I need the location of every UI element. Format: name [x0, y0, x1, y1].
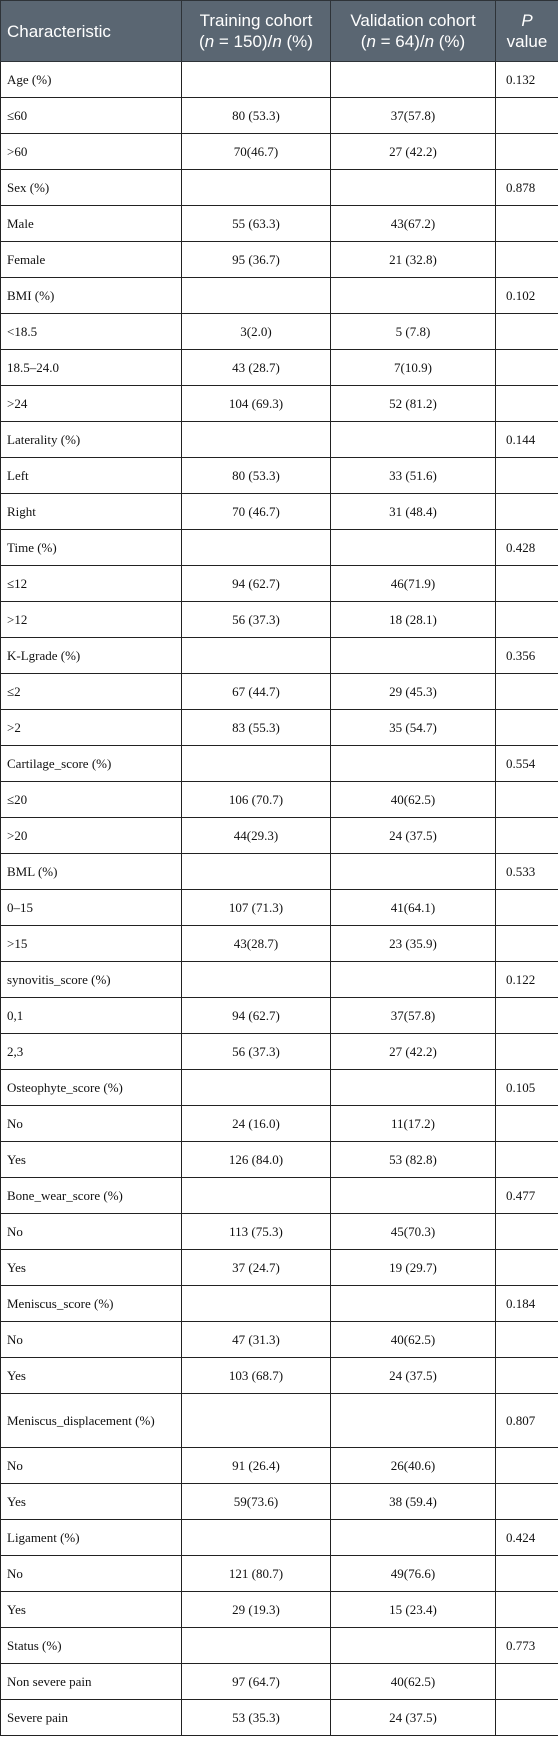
table-row: [1, 746, 558, 782]
validation-cohort-cell: 24 (37.5): [331, 1700, 496, 1736]
table-row: [1, 1214, 558, 1250]
training-cohort-cell: 67 (44.7): [182, 674, 331, 710]
table-row: [1, 962, 558, 998]
row-label-cell: 2,3: [1, 1034, 182, 1070]
header-validation-n-mid: = 64)/: [375, 32, 425, 51]
training-cohort-cell: [182, 1628, 331, 1664]
validation-cohort-cell: [331, 422, 496, 458]
row-label-cell: ≤60: [1, 98, 182, 134]
p-value-cell: [496, 890, 558, 926]
validation-cohort-cell: [331, 1628, 496, 1664]
p-value-cell: [496, 1034, 558, 1070]
row-label-cell: Status (%): [1, 1628, 182, 1664]
p-value-cell: [496, 134, 558, 170]
row-label-cell: Severe pain: [1, 1700, 182, 1736]
p-value-cell: [496, 1448, 558, 1484]
validation-cohort-cell: [331, 1070, 496, 1106]
table-row: [1, 1358, 558, 1394]
training-cohort-cell: 107 (71.3): [182, 890, 331, 926]
header-characteristic: [1, 1, 182, 62]
p-value-cell: [496, 818, 558, 854]
table-row: [1, 818, 558, 854]
table-row: [1, 1448, 558, 1484]
table-row: [1, 350, 558, 386]
header-training-n-post: (%): [281, 32, 313, 51]
training-cohort-cell: [182, 962, 331, 998]
header-training-cohort: [182, 1, 331, 62]
training-cohort-cell: 3(2.0): [182, 314, 331, 350]
header-training-n-var2: n: [272, 32, 282, 51]
table-row: [1, 1106, 558, 1142]
training-cohort-cell: [182, 62, 331, 98]
training-cohort-cell: 83 (55.3): [182, 710, 331, 746]
p-value-cell: 0.102: [496, 278, 558, 314]
training-cohort-cell: 56 (37.3): [182, 1034, 331, 1070]
validation-cohort-cell: [331, 638, 496, 674]
p-value-cell: 0.878: [496, 170, 558, 206]
header-validation-cohort: [331, 1, 496, 62]
row-label-cell: No: [1, 1322, 182, 1358]
training-cohort-cell: 55 (63.3): [182, 206, 331, 242]
header-validation-n-var2: n: [424, 32, 435, 51]
row-label-cell: Left: [1, 458, 182, 494]
training-cohort-cell: 80 (53.3): [182, 98, 331, 134]
p-value-cell: [496, 1592, 558, 1628]
training-cohort-cell: 97 (64.7): [182, 1664, 331, 1700]
row-label-cell: Yes: [1, 1142, 182, 1178]
training-cohort-cell: 121 (80.7): [182, 1556, 331, 1592]
validation-cohort-cell: [331, 854, 496, 890]
training-cohort-cell: 70(46.7): [182, 134, 331, 170]
table-row: [1, 638, 558, 674]
p-value-cell: [496, 710, 558, 746]
training-cohort-cell: 37 (24.7): [182, 1250, 331, 1286]
p-value-cell: 0.105: [496, 1070, 558, 1106]
training-cohort-cell: [182, 1286, 331, 1322]
table-row: [1, 1070, 558, 1106]
header-training-title: Training cohort: [199, 11, 313, 30]
table-row: [1, 1592, 558, 1628]
training-cohort-cell: 59(73.6): [182, 1484, 331, 1520]
table-row: [1, 206, 558, 242]
p-value-cell: [496, 998, 558, 1034]
training-cohort-cell: 113 (75.3): [182, 1214, 331, 1250]
row-label-cell: Age (%): [1, 62, 182, 98]
validation-cohort-cell: [331, 962, 496, 998]
header-validation-n-var: n: [366, 32, 376, 51]
validation-cohort-cell: 24 (37.5): [331, 1358, 496, 1394]
validation-cohort-cell: [331, 170, 496, 206]
training-cohort-cell: [182, 1394, 331, 1448]
validation-cohort-cell: [331, 1178, 496, 1214]
validation-cohort-cell: 37(57.8): [331, 98, 496, 134]
table-row: [1, 422, 558, 458]
row-label-cell: >15: [1, 926, 182, 962]
training-cohort-cell: 43 (28.7): [182, 350, 331, 386]
header-p-value: [496, 1, 558, 62]
table-row: [1, 854, 558, 890]
p-value-cell: 0.424: [496, 1520, 558, 1556]
training-cohort-cell: 70 (46.7): [182, 494, 331, 530]
row-label-cell: Cartilage_score (%): [1, 746, 182, 782]
training-cohort-cell: 44(29.3): [182, 818, 331, 854]
p-value-cell: 0.773: [496, 1628, 558, 1664]
table-row: [1, 566, 558, 602]
validation-cohort-cell: 40(62.5): [331, 1322, 496, 1358]
training-cohort-cell: [182, 638, 331, 674]
row-label-cell: Laterality (%): [1, 422, 182, 458]
table-row: [1, 98, 558, 134]
validation-cohort-cell: 7(10.9): [331, 350, 496, 386]
validation-cohort-cell: 33 (51.6): [331, 458, 496, 494]
validation-cohort-cell: 21 (32.8): [331, 242, 496, 278]
validation-cohort-cell: 26(40.6): [331, 1448, 496, 1484]
validation-cohort-cell: [331, 746, 496, 782]
validation-cohort-cell: 46(71.9): [331, 566, 496, 602]
validation-cohort-cell: 27 (42.2): [331, 134, 496, 170]
validation-cohort-cell: [331, 278, 496, 314]
row-label-cell: No: [1, 1556, 182, 1592]
p-value-cell: [496, 314, 558, 350]
row-label-cell: <18.5: [1, 314, 182, 350]
table-row: [1, 1484, 558, 1520]
row-label-cell: 18.5–24.0: [1, 350, 182, 386]
p-value-cell: [496, 206, 558, 242]
table-row: [1, 170, 558, 206]
table-row: [1, 62, 558, 98]
validation-cohort-cell: 52 (81.2): [331, 386, 496, 422]
validation-cohort-cell: 19 (29.7): [331, 1250, 496, 1286]
row-label-cell: Female: [1, 242, 182, 278]
table-row: [1, 1520, 558, 1556]
training-cohort-cell: 94 (62.7): [182, 566, 331, 602]
header-p-letter: P: [521, 11, 533, 30]
row-label-cell: Time (%): [1, 530, 182, 566]
p-value-cell: [496, 1700, 558, 1736]
p-value-cell: [496, 242, 558, 278]
training-cohort-cell: [182, 1070, 331, 1106]
row-label-cell: Yes: [1, 1358, 182, 1394]
row-label-cell: No: [1, 1214, 182, 1250]
p-value-cell: [496, 1358, 558, 1394]
row-label-cell: synovitis_score (%): [1, 962, 182, 998]
validation-cohort-cell: [331, 62, 496, 98]
validation-cohort-cell: 35 (54.7): [331, 710, 496, 746]
p-value-cell: 0.533: [496, 854, 558, 890]
training-cohort-cell: 103 (68.7): [182, 1358, 331, 1394]
p-value-cell: [496, 1484, 558, 1520]
row-label-cell: Non severe pain: [1, 1664, 182, 1700]
validation-cohort-cell: 18 (28.1): [331, 602, 496, 638]
p-value-cell: 0.184: [496, 1286, 558, 1322]
validation-cohort-cell: 31 (48.4): [331, 494, 496, 530]
p-value-cell: [496, 494, 558, 530]
table-row: [1, 602, 558, 638]
row-label-cell: Male: [1, 206, 182, 242]
validation-cohort-cell: 37(57.8): [331, 998, 496, 1034]
row-label-cell: 0–15: [1, 890, 182, 926]
validation-cohort-cell: 15 (23.4): [331, 1592, 496, 1628]
training-cohort-cell: 106 (70.7): [182, 782, 331, 818]
p-value-cell: [496, 1556, 558, 1592]
row-label-cell: Bone_wear_score (%): [1, 1178, 182, 1214]
row-label-cell: Right: [1, 494, 182, 530]
validation-cohort-cell: 23 (35.9): [331, 926, 496, 962]
row-label-cell: >2: [1, 710, 182, 746]
table-row: [1, 134, 558, 170]
row-label-cell: >60: [1, 134, 182, 170]
validation-cohort-cell: 49(76.6): [331, 1556, 496, 1592]
training-cohort-cell: [182, 170, 331, 206]
table-row: [1, 1178, 558, 1214]
training-cohort-cell: [182, 746, 331, 782]
table-row: [1, 458, 558, 494]
table-body: [1, 62, 558, 1736]
training-cohort-cell: 80 (53.3): [182, 458, 331, 494]
row-label-cell: >24: [1, 386, 182, 422]
training-cohort-cell: 95 (36.7): [182, 242, 331, 278]
table-row: [1, 998, 558, 1034]
table-row: [1, 710, 558, 746]
training-cohort-cell: 56 (37.3): [182, 602, 331, 638]
table-header-row: [1, 1, 558, 62]
table-row: [1, 242, 558, 278]
table-row: [1, 1556, 558, 1592]
p-value-cell: [496, 98, 558, 134]
header-validation-n-post: (%): [434, 32, 466, 51]
p-value-cell: [496, 458, 558, 494]
training-cohort-cell: 43(28.7): [182, 926, 331, 962]
header-training-n-var: n: [204, 32, 215, 51]
p-value-cell: 0.132: [496, 62, 558, 98]
table-row: [1, 1034, 558, 1070]
header-p-value-label: value: [506, 32, 548, 51]
row-label-cell: Yes: [1, 1484, 182, 1520]
p-value-cell: 0.122: [496, 962, 558, 998]
row-label-cell: K-Lgrade (%): [1, 638, 182, 674]
row-label-cell: ≤2: [1, 674, 182, 710]
p-value-cell: [496, 602, 558, 638]
p-value-cell: [496, 1664, 558, 1700]
table-row: [1, 278, 558, 314]
training-cohort-cell: [182, 530, 331, 566]
table-row: [1, 1286, 558, 1322]
table-row: [1, 1142, 558, 1178]
row-label-cell: ≤20: [1, 782, 182, 818]
p-value-cell: [496, 674, 558, 710]
training-cohort-cell: [182, 1178, 331, 1214]
row-label-cell: Ligament (%): [1, 1520, 182, 1556]
table-row: [1, 494, 558, 530]
p-value-cell: [496, 386, 558, 422]
row-label-cell: ≤12: [1, 566, 182, 602]
training-cohort-cell: [182, 278, 331, 314]
validation-cohort-cell: [331, 1286, 496, 1322]
row-label-cell: Osteophyte_score (%): [1, 1070, 182, 1106]
row-label-cell: >12: [1, 602, 182, 638]
row-label-cell: No: [1, 1448, 182, 1484]
training-cohort-cell: 104 (69.3): [182, 386, 331, 422]
validation-cohort-cell: [331, 530, 496, 566]
validation-cohort-cell: 40(62.5): [331, 782, 496, 818]
p-value-cell: 0.807: [496, 1394, 558, 1448]
training-cohort-cell: 53 (35.3): [182, 1700, 331, 1736]
p-value-cell: [496, 350, 558, 386]
row-label-cell: BML (%): [1, 854, 182, 890]
table-row: [1, 314, 558, 350]
table-row: [1, 1700, 558, 1736]
p-value-cell: 0.554: [496, 746, 558, 782]
validation-cohort-cell: 53 (82.8): [331, 1142, 496, 1178]
table-row: [1, 386, 558, 422]
training-cohort-cell: 91 (26.4): [182, 1448, 331, 1484]
table-row: [1, 1322, 558, 1358]
validation-cohort-cell: 40(62.5): [331, 1664, 496, 1700]
header-training-n-pre: (: [199, 32, 205, 51]
validation-cohort-cell: 24 (37.5): [331, 818, 496, 854]
p-value-cell: 0.144: [496, 422, 558, 458]
validation-cohort-cell: [331, 1520, 496, 1556]
table-row: [1, 674, 558, 710]
table-row: [1, 1250, 558, 1286]
table-row: [1, 1664, 558, 1700]
training-cohort-cell: 126 (84.0): [182, 1142, 331, 1178]
p-value-cell: [496, 1142, 558, 1178]
training-cohort-cell: 94 (62.7): [182, 998, 331, 1034]
header-characteristic-label: Characteristic: [7, 21, 111, 41]
row-label-cell: Yes: [1, 1250, 182, 1286]
header-validation-title: Validation cohort: [350, 11, 476, 30]
validation-cohort-cell: 5 (7.8): [331, 314, 496, 350]
row-label-cell: BMI (%): [1, 278, 182, 314]
table-row: [1, 1394, 558, 1448]
validation-cohort-cell: 43(67.2): [331, 206, 496, 242]
row-label-cell: No: [1, 1106, 182, 1142]
header-training-n-mid: = 150)/: [214, 32, 273, 51]
training-cohort-cell: [182, 422, 331, 458]
row-label-cell: >20: [1, 818, 182, 854]
row-label-cell: Sex (%): [1, 170, 182, 206]
row-label-cell: 0,1: [1, 998, 182, 1034]
p-value-cell: 0.428: [496, 530, 558, 566]
validation-cohort-cell: 45(70.3): [331, 1214, 496, 1250]
table-row: [1, 782, 558, 818]
table-row: [1, 926, 558, 962]
p-value-cell: [496, 566, 558, 602]
validation-cohort-cell: 38 (59.4): [331, 1484, 496, 1520]
training-cohort-cell: [182, 854, 331, 890]
training-cohort-cell: 47 (31.3): [182, 1322, 331, 1358]
table-row: [1, 890, 558, 926]
training-cohort-cell: 29 (19.3): [182, 1592, 331, 1628]
validation-cohort-cell: 41(64.1): [331, 890, 496, 926]
p-value-cell: [496, 1106, 558, 1142]
row-label-cell: Yes: [1, 1592, 182, 1628]
p-value-cell: [496, 1250, 558, 1286]
row-label-cell: Meniscus_score (%): [1, 1286, 182, 1322]
validation-cohort-cell: 11(17.2): [331, 1106, 496, 1142]
training-cohort-cell: [182, 1520, 331, 1556]
header-validation-n-pre: (: [360, 32, 367, 51]
validation-cohort-cell: 29 (45.3): [331, 674, 496, 710]
table-row: [1, 530, 558, 566]
p-value-cell: [496, 926, 558, 962]
training-cohort-cell: 24 (16.0): [182, 1106, 331, 1142]
p-value-cell: 0.477: [496, 1178, 558, 1214]
p-value-cell: 0.356: [496, 638, 558, 674]
p-value-cell: [496, 782, 558, 818]
p-value-cell: [496, 1322, 558, 1358]
row-label-cell: Meniscus_displacement (%): [1, 1394, 182, 1448]
validation-cohort-cell: 27 (42.2): [331, 1034, 496, 1070]
validation-cohort-cell: [331, 1394, 496, 1448]
p-value-cell: [496, 1214, 558, 1250]
table-row: [1, 1628, 558, 1664]
